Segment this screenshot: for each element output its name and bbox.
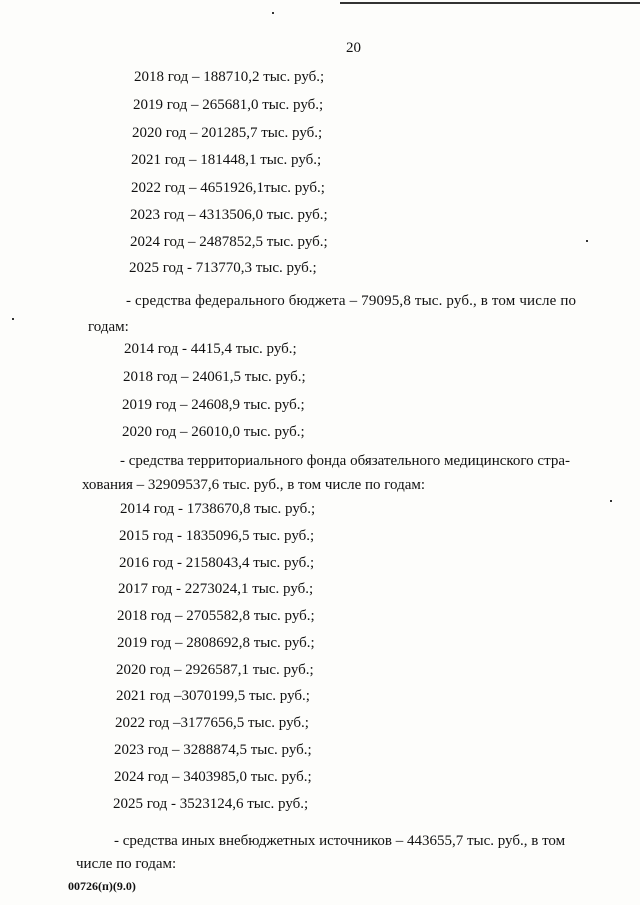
year-line: 2020 год – 2926587,1 тыс. руб.; (116, 662, 314, 678)
year-line: 2019 год – 24608,9 тыс. руб.; (122, 397, 305, 413)
year-line: 2015 год - 1835096,5 тыс. руб.; (119, 528, 315, 544)
year-line: 2024 год – 3403985,0 тыс. руб.; (114, 769, 312, 785)
year-line: 2014 год - 4415,4 тыс. руб.; (124, 341, 297, 357)
year-line: 2018 год – 24061,5 тыс. руб.; (123, 369, 306, 385)
year-line: 2018 год – 2705582,8 тыс. руб.; (117, 608, 315, 624)
year-line: 2020 год – 201285,7 тыс. руб.; (132, 125, 323, 141)
year-line: 2022 год – 4651926,1тыс. руб.; (131, 180, 325, 196)
scan-dot (272, 12, 274, 14)
federal-line-1: - средства федерального бюджета – 79095,8 тыс. руб., в том числе по (126, 293, 577, 309)
year-line: 2019 год – 265681,0 тыс. руб.; (133, 97, 324, 113)
year-line: 2023 год – 4313506,0 тыс. руб.; (130, 207, 328, 223)
other-line-1: - средства иных внебюджетных источников – 443655,7 тыс. руб., в том (114, 833, 566, 849)
year-line: 2021 год – 181448,1 тыс. руб.; (131, 152, 322, 168)
year-line: 2020 год – 26010,0 тыс. руб.; (122, 424, 305, 440)
page-number: 20 (346, 40, 361, 56)
year-line: 2021 год –3070199,5 тыс. руб.; (116, 688, 310, 704)
territorial-fund-paragraph (82, 452, 612, 494)
scan-dot (586, 240, 588, 242)
year-line: 2019 год – 2808692,8 тыс. руб.; (117, 635, 315, 651)
year-line: 2017 год - 2273024,1 тыс. руб.; (118, 581, 314, 597)
year-line: 2025 год - 713770,3 тыс. руб.; (129, 260, 317, 276)
territorial-line-1: - средства территориального фонда обязательного медицинского стра- (120, 453, 570, 469)
document-code: 00726(п)(9.0) (68, 879, 136, 893)
year-line: 2024 год – 2487852,5 тыс. руб.; (130, 234, 328, 250)
scan-edge-line (340, 2, 640, 4)
other-line-2: числе по годам: (76, 856, 177, 872)
territorial-line-2: хования – 32909537,6 тыс. руб., в том числе по годам: (82, 477, 426, 493)
year-line: 2022 год –3177656,5 тыс. руб.; (115, 715, 309, 731)
year-line: 2023 год – 3288874,5 тыс. руб.; (114, 742, 312, 758)
federal-budget-paragraph (88, 292, 614, 336)
year-line: 2014 год - 1738670,8 тыс. руб.; (120, 501, 316, 517)
scan-dot (12, 318, 14, 320)
other-sources-paragraph (76, 832, 606, 873)
year-line: 2025 год - 3523124,6 тыс. руб.; (113, 796, 309, 812)
year-line: 2018 год – 188710,2 тыс. руб.; (134, 69, 325, 85)
scan-dot (610, 500, 612, 502)
federal-line-2: годам: (88, 319, 129, 335)
year-line: 2016 год - 2158043,4 тыс. руб.; (119, 555, 315, 571)
